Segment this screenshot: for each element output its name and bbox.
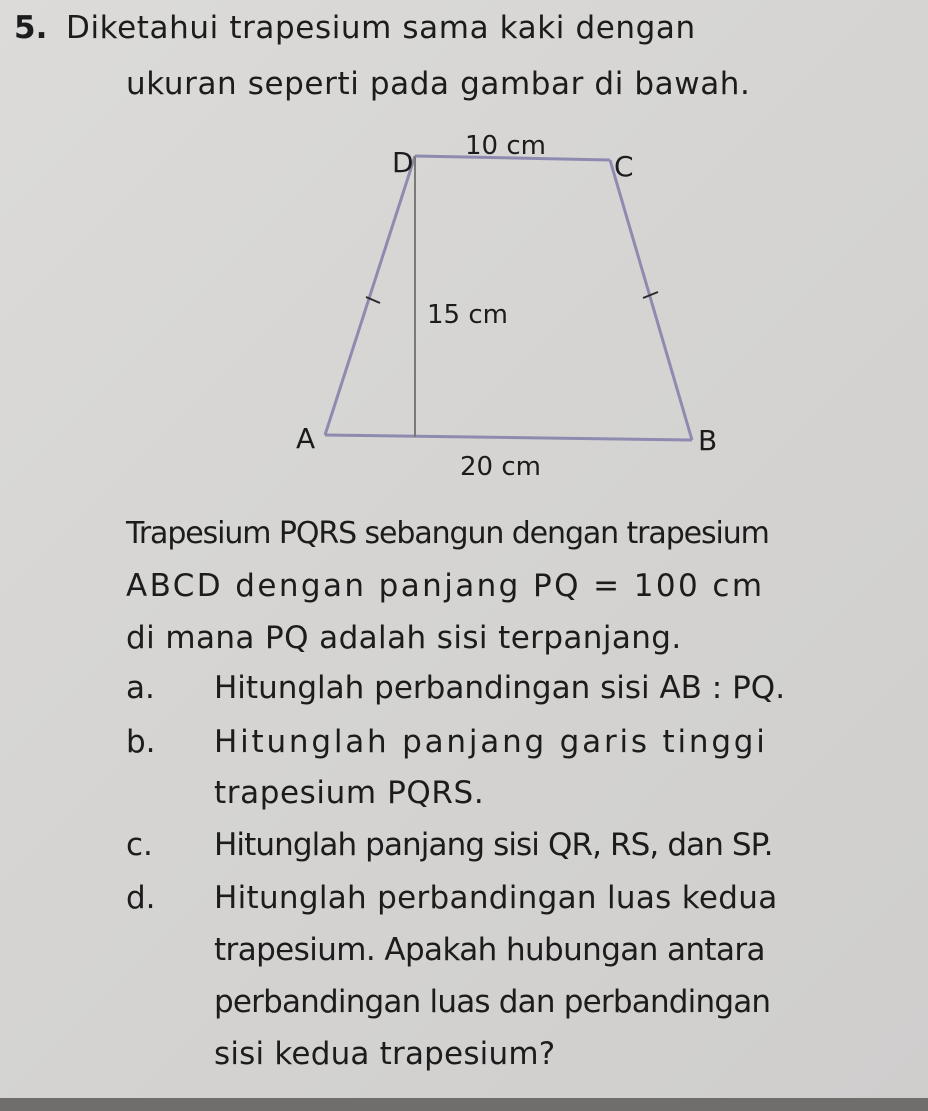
part-b-text1: Hitunglah panjang garis tinggi bbox=[214, 724, 768, 760]
part-b-text2: trapesium PQRS. bbox=[214, 775, 485, 811]
vertex-label-d: D bbox=[392, 146, 414, 179]
page-bottom-edge bbox=[0, 1098, 928, 1111]
part-a-text: Hitunglah perbandingan sisi AB : PQ. bbox=[214, 670, 786, 706]
question-intro-line1: Diketahui trapesium sama kaki dengan bbox=[66, 10, 696, 46]
body-line1: Trapesium PQRS sebangun dengan trapesium bbox=[126, 516, 769, 551]
side-da bbox=[325, 156, 415, 435]
body-line3: di mana PQ adalah sisi terpanjang. bbox=[126, 620, 682, 656]
vertex-label-c: C bbox=[614, 150, 634, 183]
part-d-text1: Hitunglah perbandingan luas kedua bbox=[214, 880, 778, 916]
part-c-text: Hitunglah panjang sisi QR, RS, dan SP. bbox=[214, 827, 773, 863]
part-d-text3: perbandingan luas dan perbandingan bbox=[214, 984, 771, 1020]
part-a-letter: a. bbox=[126, 670, 155, 706]
trapezoid-figure bbox=[280, 120, 760, 490]
part-d-text2: trapesium. Apakah hubungan antara bbox=[214, 932, 765, 968]
part-c-letter: c. bbox=[126, 827, 153, 863]
part-b-letter: b. bbox=[126, 724, 156, 760]
question-number: 5. bbox=[14, 10, 48, 46]
side-cb bbox=[610, 160, 692, 440]
label-bottom-length: 20 cm bbox=[460, 452, 541, 482]
side-ab bbox=[325, 435, 692, 440]
part-d-letter: d. bbox=[126, 880, 156, 916]
label-top-length: 10 cm bbox=[465, 131, 546, 161]
vertex-label-a: A bbox=[296, 422, 316, 455]
part-d-text4: sisi kedua trapesium? bbox=[214, 1036, 556, 1072]
body-line2: ABCD dengan panjang PQ = 100 cm bbox=[126, 568, 765, 604]
question-intro-line2: ukuran seperti pada gambar di bawah. bbox=[126, 66, 751, 102]
label-height-length: 15 cm bbox=[427, 300, 508, 330]
vertex-label-b: B bbox=[698, 424, 718, 457]
